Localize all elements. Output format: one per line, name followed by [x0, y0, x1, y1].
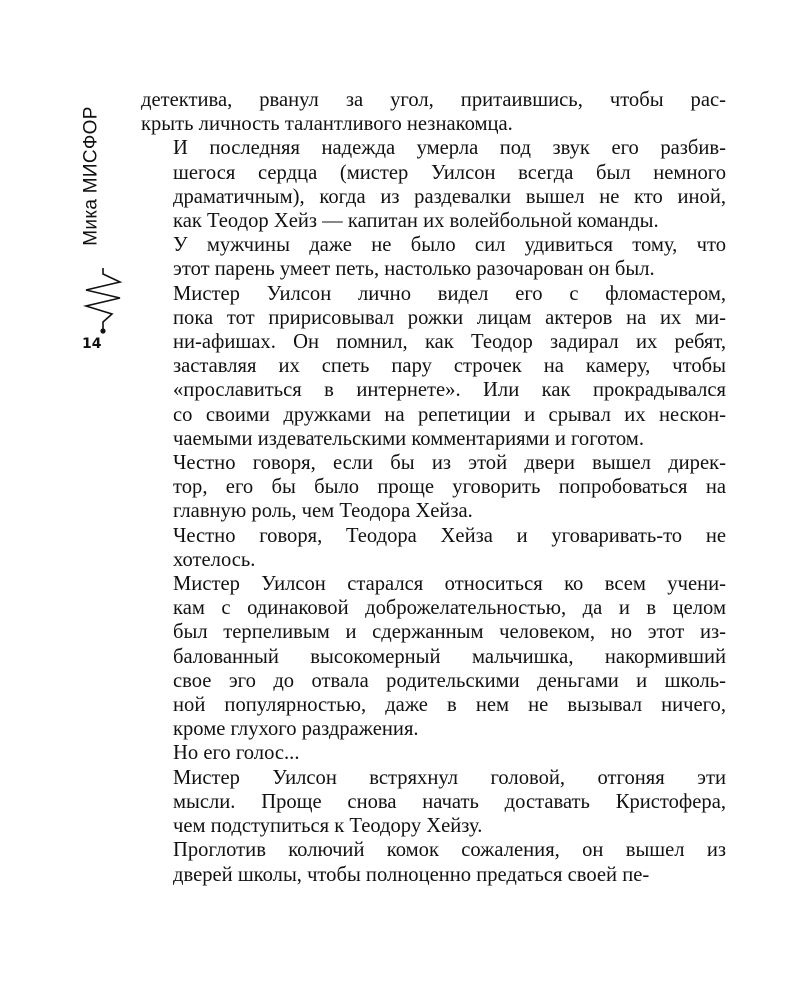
text-line: этот парень умеет петь, настолько разочарован он был.: [173, 258, 655, 281]
text-line: И последняя надежда умерла под звук его разбив-: [173, 137, 726, 160]
running-head: [72, 88, 112, 263]
page-number: 14: [82, 336, 102, 352]
paragraph: [141, 88, 726, 136]
text-line: заставляя их спеть пару строчек на камеру, чтобы: [173, 355, 726, 378]
text-line: мысли. Проще снова начать доставать Кристофера,: [173, 790, 726, 813]
text-line: ной популярностью, даже в нем не вызывал ничего,: [173, 694, 726, 717]
text-line: Честно говоря, если бы из этой двери вышел дирек-: [173, 452, 726, 475]
text-line: балованный высокомерный мальчишка, накормивший: [173, 645, 726, 668]
text-line: Мистер Уилсон лично видел его с фломастером,: [173, 282, 726, 305]
text-line: У мужчины даже не было сил удивиться тому, что: [173, 234, 726, 257]
paragraph: [141, 282, 726, 451]
text-line: со своими дружками на репетиции и срывал их нескон-: [173, 403, 726, 426]
text-line: как Теодор Хейз — капитан их волейбольной команды.: [173, 210, 659, 233]
text-line: хотелось.: [173, 548, 256, 571]
paragraph: [141, 136, 726, 233]
paragraph: [141, 451, 726, 524]
text-line: был терпеливым и сдержанным человеком, но этот из-: [173, 621, 726, 644]
text-line: Честно говоря, Теодора Хейза и уговаривать-то не: [173, 524, 726, 547]
text-line: «прославиться в интернете». Или как прокрадывался: [173, 379, 726, 402]
paragraph: [141, 838, 726, 886]
paragraph: [141, 524, 726, 572]
text-line: кам с одинаковой доброжелательностью, да и в целом: [173, 597, 726, 620]
text-line: дверей школы, чтобы полноценно предаться своей пе-: [173, 863, 650, 886]
text-line: крыть личность талантливого незнакомца.: [141, 113, 513, 136]
text-line: чаемыми издевательскими комментариями и гоготом.: [173, 427, 644, 450]
text-line: чем подступиться к Теодору Хейзу.: [173, 815, 483, 838]
text-line: драматичным), когда из раздевалки вышел не кто иной,: [173, 185, 726, 208]
text-line: Мистер Уилсон старался относиться ко всем учени-: [173, 573, 726, 596]
text-line: Проглотив колючий комок сожаления, он вышел из: [173, 839, 726, 862]
text-line: шегося сердца (мистер Уилсон всегда был немного: [173, 161, 726, 184]
text-line: главную роль, чем Теодора Хейза.: [173, 500, 473, 523]
text-line: кроме глухого раздражения.: [173, 718, 419, 741]
paragraph: [141, 572, 726, 741]
paragraph: [141, 766, 726, 839]
text-line: тор, его бы было проще уговорить попробоваться на: [173, 476, 726, 499]
author-name: Мика МИСФОР: [81, 105, 103, 246]
body-text: [141, 88, 726, 887]
text-line: свое эго до отвала родительскими деньгами и школь-: [173, 669, 726, 692]
text-line: ни-афишах. Он помнил, как Теодор задирал их ребят,: [173, 331, 726, 354]
paragraph: [141, 233, 726, 281]
heartbeat-line-icon: [82, 268, 124, 336]
text-line: Но его голос...: [173, 742, 300, 765]
paragraph: [141, 741, 726, 765]
text-line: детектива, рванул за угол, притаившись, чтобы рас-: [141, 89, 726, 111]
text-line: Мистер Уилсон встряхнул головой, отгоняя эти: [173, 766, 726, 789]
text-line: пока тот пририсовывал рожки лицам актеров на их ми-: [173, 306, 726, 329]
